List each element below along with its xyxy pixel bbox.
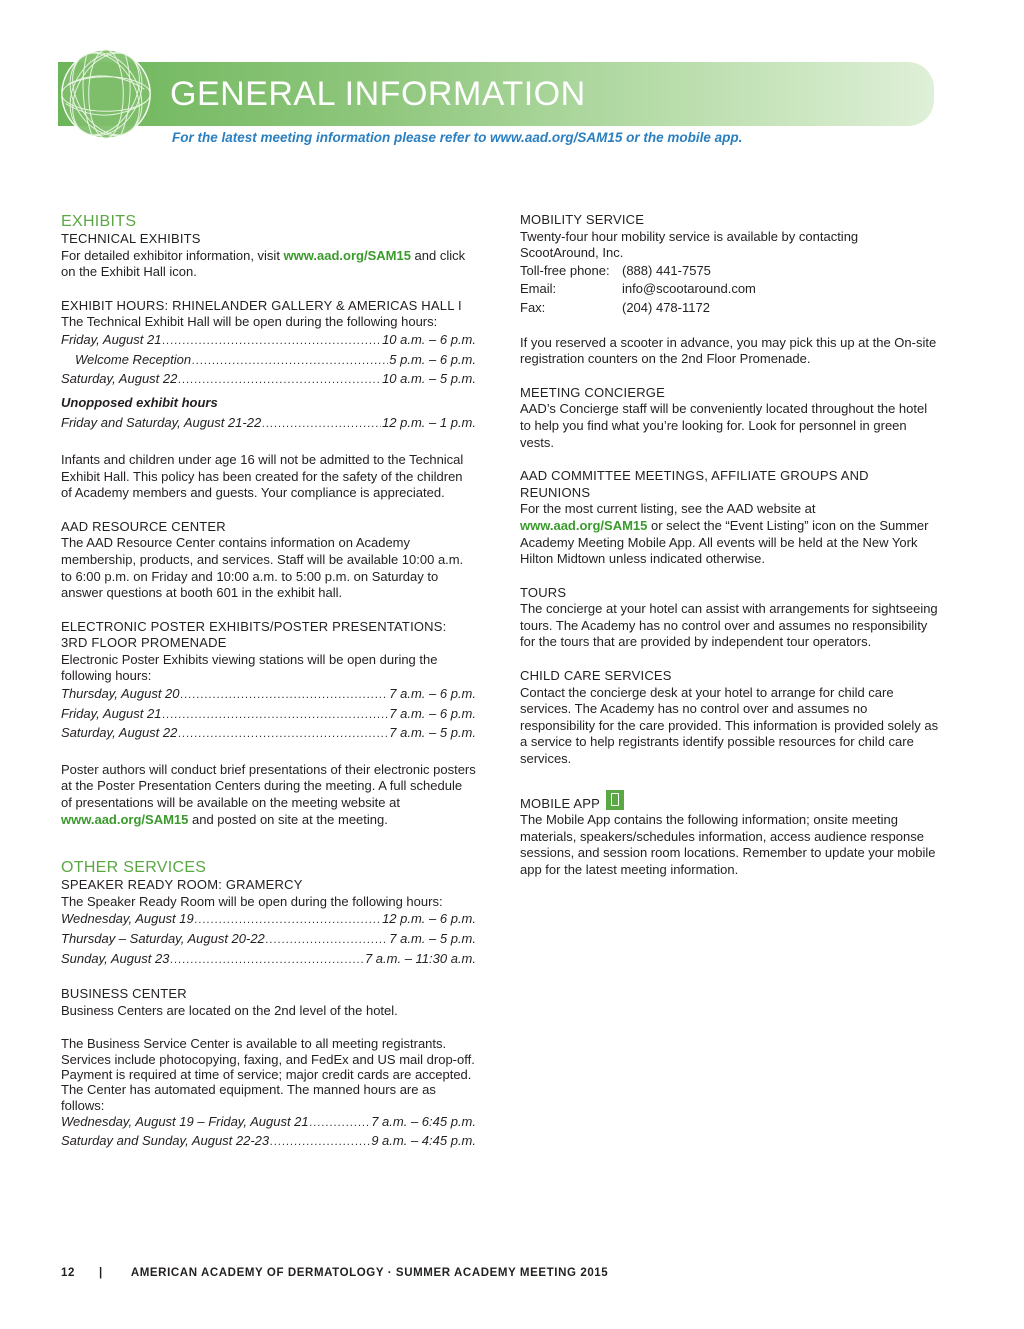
- contact-row: [520, 263, 940, 280]
- footer-separator: |: [99, 1267, 103, 1279]
- business-center-heading: BUSINESS CENTER: [61, 986, 187, 1002]
- committee-heading: AAD COMMITTEE MEETINGS, AFFILIATE GROUPS AND REUNIONS: [520, 468, 869, 500]
- tours-text: The concierge at your hotel can assist with arrangements for sightseeing tours. The Academy has no control over and assumes no responsibility for the tours that are provided by independent tour operators.: [520, 601, 938, 650]
- committee-text: [520, 501, 940, 567]
- technical-exhibits-heading: TECHNICAL EXHIBITS: [61, 231, 201, 246]
- hours-row: [61, 686, 476, 704]
- hours-value: 10 a.m. – 6 p.m.: [382, 331, 476, 347]
- hours-label: Sunday, August 23: [61, 950, 170, 966]
- left-column: [61, 212, 476, 1153]
- hours-row: [61, 725, 476, 743]
- hours-label: Saturday, August 22: [61, 371, 178, 387]
- contact-value: (204) 478-1172: [622, 299, 710, 315]
- speaker-room-heading: SPEAKER READY ROOM: GRAMERCY: [61, 877, 303, 893]
- right-column: [520, 212, 940, 879]
- speaker-room-intro: The Speaker Ready Room will be open during the following hours:: [61, 893, 443, 909]
- exhibits-title: EXHIBITS: [61, 213, 137, 230]
- hours-value: 9 a.m. – 4:45 p.m.: [371, 1133, 476, 1149]
- hours-row: [61, 951, 476, 969]
- technical-text-b: and click on the Exhibit Hall icon.: [61, 247, 466, 280]
- poster-text-a: Poster authors will conduct brief presentations of their electronic posters at the Poster Presentation Centers during the meeting. A full schedule of presentations will be available on the meeting website at: [61, 761, 476, 811]
- page-footer: [61, 1267, 608, 1279]
- hours-value: 10 a.m. – 5 p.m.: [382, 371, 476, 387]
- business-center-text: Business Centers are located on the 2nd level of the hotel.: [61, 1002, 398, 1018]
- technical-link[interactable]: www.aad.org/SAM15: [283, 247, 411, 263]
- hours-value: 7 a.m. – 6 p.m.: [389, 705, 476, 721]
- resource-center-text: The AAD Resource Center contains information on Academy membership, products, and services. Staff will be available 10:00 a.m. to 6:00 p.m. on Friday and 10:00 a.m. to 5:00 p.m. on Saturday to answer questions at booth 601 in the exhibit hall.: [61, 535, 464, 601]
- other-services-title: OTHER SERVICES: [61, 859, 207, 877]
- mobile-phone-icon: [606, 790, 624, 810]
- exhibit-hours-intro: The Technical Exhibit Hall will be open during the following hours:: [61, 314, 438, 330]
- resource-center-heading: AAD RESOURCE CENTER: [61, 518, 226, 534]
- page-number: 12: [61, 1267, 75, 1279]
- concierge-text: AAD’s Concierge staff will be conveniently located throughout the hotel to help you find what you’re looking for. Look for personnel in green vests.: [520, 401, 928, 450]
- hours-value: 12 p.m. – 6 p.m.: [382, 911, 476, 927]
- hours-value: 7 a.m. – 6 p.m.: [389, 686, 476, 702]
- hours-row: [61, 371, 476, 389]
- committee-text-b: or select the “Event Listing” icon on the Summer Academy Meeting Mobile App. All events will be held at the New York Hilton Midtown unless indicated otherwise.: [520, 517, 929, 567]
- hours-row: [61, 332, 476, 350]
- contact-label: Email:: [520, 281, 557, 297]
- hours-label: Thursday, August 20: [61, 686, 180, 702]
- hours-label: Wednesday, August 19 – Friday, August 21: [61, 1113, 309, 1129]
- header-subhead: For the latest meeting information please refer to www.aad.org/SAM15 or the mobile app.: [172, 130, 743, 145]
- technical-text-a: For detailed exhibitor information, visit: [61, 247, 284, 263]
- poster-link[interactable]: www.aad.org/SAM15: [61, 811, 189, 827]
- unopposed-heading: Unopposed exhibit hours: [61, 394, 218, 410]
- mobility-text: Twenty-four hour mobility service is available by contacting ScootAround, Inc.: [520, 228, 859, 261]
- poster-heading: ELECTRONIC POSTER EXHIBITS/POSTER PRESENTATIONS: 3RD FLOOR PROMENADE: [61, 618, 447, 651]
- hours-value: 5 p.m. – 6 p.m.: [389, 351, 476, 367]
- hours-value: 7 a.m. – 11:30 a.m.: [364, 950, 476, 966]
- contact-label: Fax:: [520, 299, 546, 315]
- footer-text: AMERICAN ACADEMY OF DERMATOLOGY · SUMMER ACADEMY MEETING 2015: [130, 1267, 609, 1279]
- mobile-app-heading-row: [520, 790, 940, 813]
- exhibit-hours-heading: EXHIBIT HOURS: RHINELANDER GALLERY & AMERICAS HALL I: [61, 297, 462, 313]
- hours-label: Wednesday, August 19: [61, 911, 194, 927]
- globe-logo-icon: [58, 46, 154, 142]
- child-care-heading: CHILD CARE SERVICES: [520, 668, 672, 684]
- hours-value: 7 a.m. – 5 p.m.: [389, 931, 476, 946]
- child-care-text: Contact the concierge desk at your hotel to arrange for child care services. The Academy has no control over and assumes no responsibility for the care provided. This information is provided solely as a service to help registrants identify possible resources for child care services.: [520, 684, 939, 767]
- scooter-text: If you reserved a scooter in advance, you may pick this up at the On-site registration counters on the 2nd Floor Promenade.: [520, 334, 937, 367]
- hours-label: Friday, August 21: [61, 331, 162, 347]
- contact-row: [520, 300, 940, 317]
- contact-label: Toll-free phone:: [520, 262, 610, 278]
- contact-value: (888) 441-7575: [622, 262, 711, 278]
- hours-label: Welcome Reception: [75, 351, 192, 367]
- mobile-app-text: The Mobile App contains the following information; onsite meeting materials, speakers/schedules information, access audience response sessions, and session room locations. Remember to update your mobile app for the latest meeting information.: [520, 812, 936, 877]
- hours-value: 12 p.m. – 1 p.m.: [382, 415, 476, 431]
- hours-label: Friday, August 21: [61, 705, 162, 721]
- committee-text-a: For the most current listing, see the AAD website at: [520, 501, 816, 517]
- technical-exhibits-text: [61, 248, 476, 281]
- hours-label: Friday and Saturday, August 21-22: [61, 415, 262, 431]
- poster-intro: Electronic Poster Exhibits viewing stations will be open during the following hours:: [61, 651, 438, 684]
- page-title: GENERAL INFORMATION: [170, 75, 586, 113]
- business-service-text: The Business Service Center is available to all meeting registrants. Services include photocopying, faxing, and FedEx and US mail drop-off. Payment is required at time of service; major credit cards are accepted. The Center has automated equipment. The manned hours are as follows:: [61, 1036, 475, 1113]
- hours-row: [61, 415, 476, 433]
- hours-row: [61, 1133, 476, 1151]
- hours-label: Saturday, August 22: [61, 725, 178, 741]
- hours-label: Saturday and Sunday, August 22-23: [61, 1133, 270, 1149]
- hours-label: Thursday – Saturday, August 20-22: [61, 931, 265, 946]
- hours-row: [61, 911, 476, 929]
- mobile-app-heading: MOBILE APP: [520, 795, 601, 811]
- concierge-heading: MEETING CONCIERGE: [520, 384, 665, 400]
- contact-row: [520, 281, 940, 298]
- hours-row: [61, 706, 476, 724]
- hours-row: [61, 352, 476, 370]
- contact-value[interactable]: info@scootaround.com: [622, 281, 756, 297]
- hours-value: 7 a.m. – 5 p.m.: [389, 725, 476, 741]
- hours-row: [61, 1114, 476, 1132]
- hours-value: 7 a.m. – 6:45 p.m.: [371, 1113, 476, 1129]
- mobility-heading: MOBILITY SERVICE: [520, 212, 645, 227]
- poster-text-b: and posted on site at the meeting.: [188, 811, 388, 827]
- committee-link[interactable]: www.aad.org/SAM15: [520, 517, 648, 533]
- tours-heading: TOURS: [520, 584, 567, 600]
- infants-policy-text: Infants and children under age 16 will not be admitted to the Technical Exhibit Hall. This policy has been created for the safety of the children of Academy members and guests. Your compliance is appreciated.: [61, 451, 464, 501]
- hours-row: [61, 931, 476, 949]
- poster-text: [61, 762, 476, 828]
